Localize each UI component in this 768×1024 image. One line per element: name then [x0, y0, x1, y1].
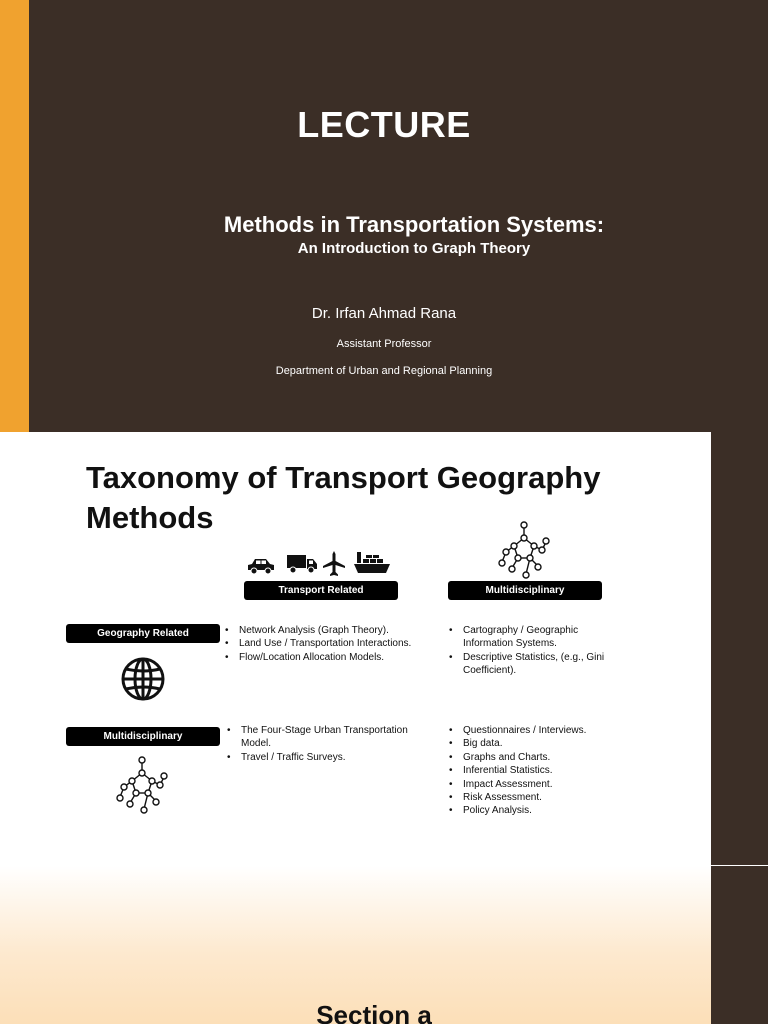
- list-item: • Land Use / Transportation Interactions.: [225, 637, 425, 650]
- car-icon: [246, 556, 276, 576]
- list-item: • The Four-Stage Urban Transportation Model.: [227, 724, 427, 751]
- list-item: • Flow/Location Allocation Models.: [225, 651, 425, 664]
- network-icon: [496, 520, 552, 580]
- cell-multidisciplinary-multidisciplinary: [449, 724, 649, 818]
- list-item: • Network Analysis (Graph Theory).: [225, 624, 425, 637]
- author-role: Assistant Professor: [336, 338, 432, 350]
- cell-geography-multidisciplinary: [449, 624, 624, 678]
- list-item: • Graphs and Charts.: [449, 751, 649, 764]
- list-item: • Questionnaires / Interviews.: [449, 724, 649, 737]
- lecture-subtitle: An Introduction to Graph Theory: [297, 240, 531, 257]
- truck-icon: [286, 553, 318, 575]
- row-header-multidisciplinary: Multidisciplinary: [66, 727, 220, 746]
- cell-geography-transport: [225, 624, 425, 664]
- cell-multidisciplinary-transport: [227, 724, 427, 764]
- list-item: • Impact Assessment.: [449, 778, 649, 791]
- side-bar: [711, 432, 768, 865]
- globe-icon: [120, 653, 166, 705]
- airplane-icon: [322, 550, 346, 578]
- ship-icon: [353, 550, 391, 578]
- author-name: Dr. Irfan Ahmad Rana: [311, 305, 457, 322]
- author-department: Department of Urban and Regional Planning: [275, 365, 493, 377]
- list-item: • Big data.: [449, 737, 649, 750]
- section-slide: [0, 866, 768, 1024]
- section-title: Section a: [316, 1000, 432, 1024]
- col-header-transport-related: Transport Related: [244, 581, 398, 600]
- lecture-title: Methods in Transportation Systems:: [223, 212, 605, 237]
- list-item: • Inferential Statistics.: [449, 764, 649, 777]
- taxonomy-slide: [0, 432, 768, 865]
- row-header-geography-related: Geography Related: [66, 624, 220, 643]
- title-slide: [0, 0, 768, 432]
- col-header-multidisciplinary: Multidisciplinary: [448, 581, 602, 600]
- list-item: • Policy Analysis.: [449, 804, 649, 817]
- list-item: • Descriptive Statistics, (e.g., Gini Coefficient).: [449, 651, 624, 678]
- list-item: • Travel / Traffic Surveys.: [227, 751, 427, 764]
- network-icon: [114, 755, 170, 815]
- list-item: • Cartography / Geographic Information Systems.: [449, 624, 624, 651]
- lecture-heading: LECTURE: [297, 104, 471, 145]
- slide-title: Taxonomy of Transport Geography Methods: [86, 460, 601, 535]
- list-item: • Risk Assessment.: [449, 791, 649, 804]
